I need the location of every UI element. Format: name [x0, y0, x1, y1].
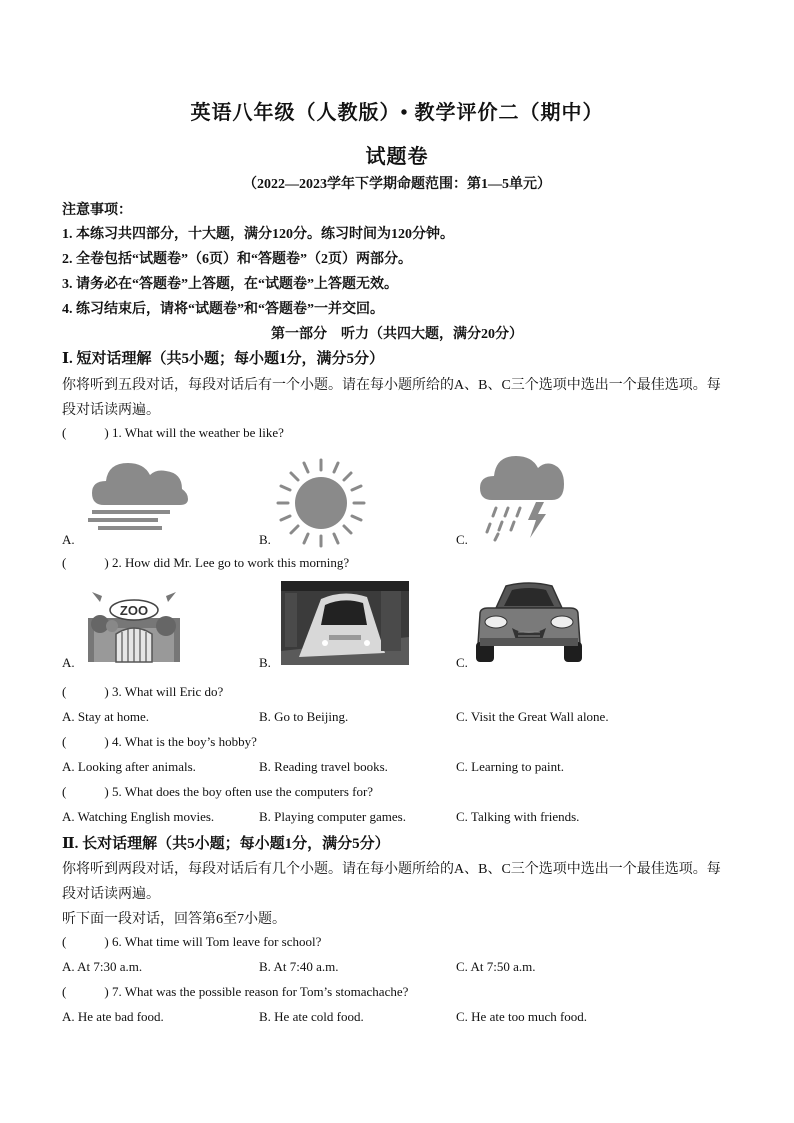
question-text: 4. What is the boy’s hobby?: [111, 734, 257, 749]
question-text: 1. What will the weather be like?: [111, 425, 284, 440]
option-c[interactable]: C. He ate too much food.: [456, 1009, 588, 1024]
option-c[interactable]: C. Visit the Great Wall alone.: [456, 709, 609, 724]
question-1: [62, 425, 284, 441]
answer-bracket-close: ): [104, 684, 109, 699]
answer-bracket-close: ): [104, 555, 109, 570]
option-a[interactable]: A. Watching English movies.: [62, 809, 215, 824]
answer-bracket-open[interactable]: (: [62, 934, 67, 949]
section2-instruction: 你将听到两段对话，每段对话后有几个小题。请在每小题所给的A、B、C三个选项中选出一个最佳选项。每: [62, 862, 721, 877]
thunderstorm-icon: [476, 450, 566, 542]
answer-bracket-open[interactable]: (: [62, 555, 67, 570]
option-c[interactable]: C.: [456, 655, 468, 670]
notice-item: 4. 练习结束后，请将“试题卷”和“答题卷”一并交回。: [62, 302, 384, 317]
question-4: [62, 734, 257, 750]
option-a[interactable]: A.: [62, 655, 75, 670]
option-a[interactable]: A. At 7:30 a.m.: [62, 959, 143, 974]
section1-instruction: 你将听到五段对话，每段对话后有一个小题。请在每小题所给的A、B、C三个选项中选出一个最佳选项。每: [62, 378, 721, 393]
option-c[interactable]: C. At 7:50 a.m.: [456, 959, 536, 974]
question-text: 5. What does the boy often use the computers for?: [111, 784, 374, 799]
section2-heading: Ⅱ. 长对话理解（共5小题；每小题1分，满分5分）: [62, 836, 390, 852]
sun-icon: [276, 458, 366, 548]
question-text: 7. What was the possible reason for Tom’s stomachache?: [111, 984, 409, 999]
car-icon: [474, 578, 584, 664]
answer-bracket-open[interactable]: (: [62, 684, 67, 699]
option-b[interactable]: B. At 7:40 a.m.: [259, 959, 339, 974]
option-b[interactable]: B. He ate cold food.: [259, 1009, 364, 1024]
question-2: [62, 555, 349, 571]
option-c[interactable]: C. Talking with friends.: [456, 809, 580, 824]
notice-item: 2. 全卷包括“试题卷”（6页）和“答题卷”（2页）两部分。: [62, 252, 412, 267]
answer-bracket-open[interactable]: (: [62, 425, 67, 440]
zoo-sign: ZOO: [119, 603, 149, 618]
option-b[interactable]: B. Reading travel books.: [259, 759, 388, 774]
option-a[interactable]: A. He ate bad food.: [62, 1009, 164, 1024]
notice-heading: 注意事项：: [62, 203, 132, 218]
section1-heading: Ⅰ. 短对话理解（共5小题；每小题1分，满分5分）: [62, 351, 385, 367]
question-6: [62, 934, 321, 950]
option-c[interactable]: C.: [456, 532, 468, 547]
question-text: 2. How did Mr. Lee go to work this morning?: [111, 555, 350, 570]
option-b[interactable]: B. Playing computer games.: [259, 809, 406, 824]
section1-instruction: 段对话读两遍。: [62, 403, 160, 418]
option-a[interactable]: A.: [62, 532, 75, 547]
answer-bracket-close: ): [104, 425, 109, 440]
question-text: 3. What will Eric do?: [111, 684, 224, 699]
answer-bracket-open[interactable]: (: [62, 984, 67, 999]
question-text: 6. What time will Tom leave for school?: [111, 934, 322, 949]
option-a[interactable]: A. Stay at home.: [62, 709, 150, 724]
question-7: [62, 984, 408, 1000]
option-a[interactable]: A. Looking after animals.: [62, 759, 196, 774]
page-subtitle: 试题卷: [365, 146, 429, 168]
exam-range: （2022—2023学年下学期命题范围：第1—5单元）: [243, 177, 551, 192]
question-3: [62, 684, 223, 700]
answer-bracket-close: ): [104, 734, 109, 749]
option-b[interactable]: B.: [259, 532, 271, 547]
notice-item: 1. 本练习共四部分，十大题，满分120分。练习时间为120分钟。: [62, 227, 454, 242]
option-b[interactable]: B. Go to Beijing.: [259, 709, 349, 724]
answer-bracket-close: ): [104, 934, 109, 949]
fog-cloud-icon: [84, 455, 194, 535]
option-c[interactable]: C. Learning to paint.: [456, 759, 564, 774]
zoo-gate-icon: [86, 588, 182, 664]
answer-bracket-close: ): [104, 984, 109, 999]
section2-sub-instruction: 听下面一段对话，回答第6至7小题。: [62, 912, 286, 927]
page-title: 英语八年级（人教版）• 教学评价二（期中）: [190, 102, 604, 124]
question-5: [62, 784, 373, 800]
section2-instruction: 段对话读两遍。: [62, 887, 160, 902]
option-b[interactable]: B.: [259, 655, 271, 670]
answer-bracket-close: ): [104, 784, 109, 799]
part1-heading: 第一部分 听力（共四大题，满分20分）: [271, 327, 523, 342]
answer-bracket-open[interactable]: (: [62, 784, 67, 799]
subway-train-icon: [281, 581, 409, 665]
notice-item: 3. 请务必在“答题卷”上答题，在“试题卷”上答题无效。: [62, 277, 398, 292]
answer-bracket-open[interactable]: (: [62, 734, 67, 749]
